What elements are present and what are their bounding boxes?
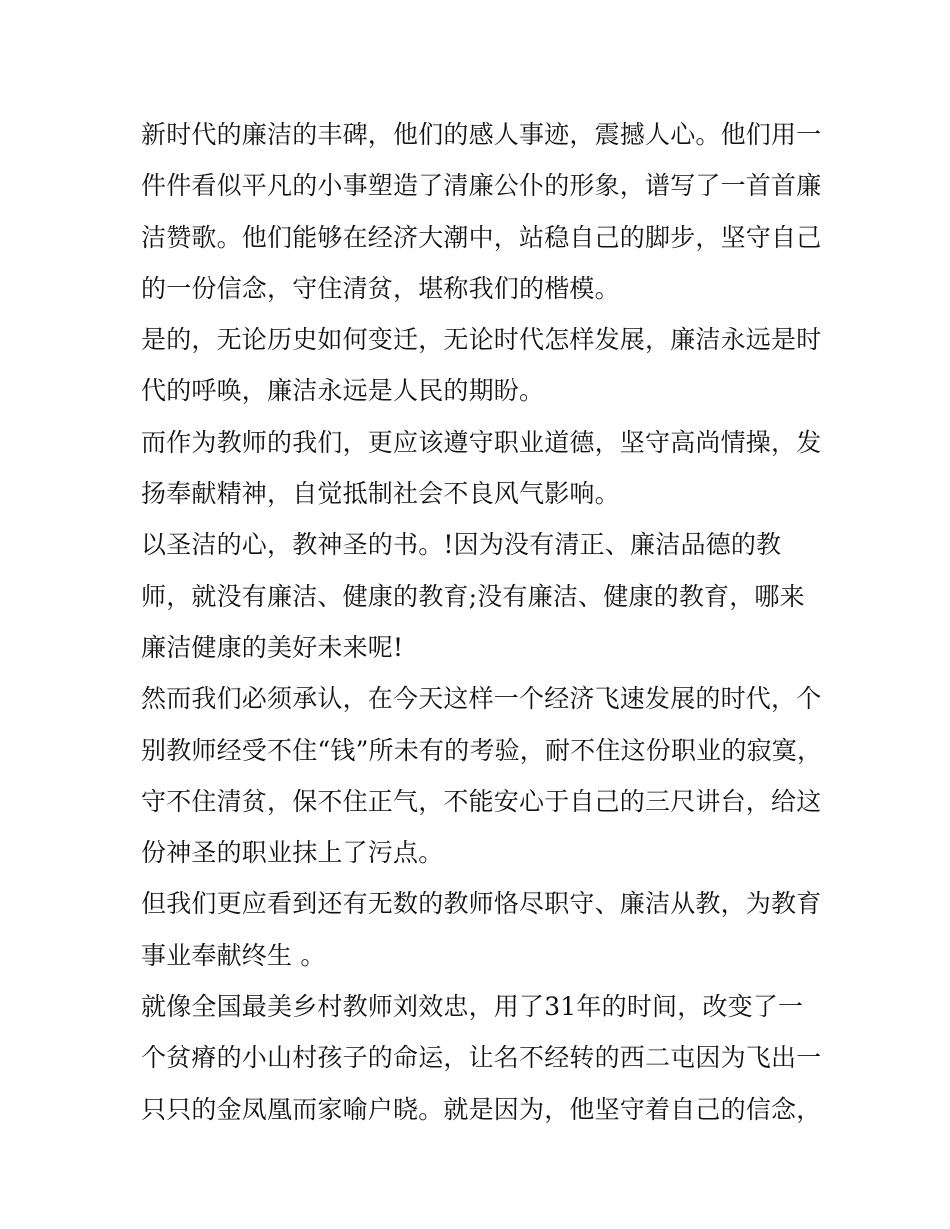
text-line: 份神圣的职业抹上了污点。	[141, 838, 444, 868]
text-line: 而作为教师的我们，更应该遵守职业道德，坚守高尚情操，发	[141, 427, 822, 457]
text-line: 廉洁健康的美好未来呢!	[141, 632, 404, 662]
text-line: 代的呼唤，廉洁永远是人民的期盼。	[141, 376, 545, 406]
text-line: 然而我们必须承认，在今天这样一个经济飞速发展的时代，个	[141, 684, 822, 714]
text-line: 但我们更应看到还有无数的教师恪尽职守、廉洁从教，为教育	[141, 889, 822, 919]
text-line: 就像全国最美乡村教师刘效忠，用了31年的时间，改变了一	[141, 992, 804, 1022]
text-line: 扬奉献精神，自觉抵制社会不良风气影响。	[141, 479, 620, 509]
text-line: 别教师经受不住“钱”所未有的考验，耐不住这份职业的寂寞，	[141, 735, 823, 765]
text-line: 新时代的廉洁的丰碑，他们的感人事迹，震撼人心。他们用一	[141, 120, 822, 149]
text-line: 师，就没有廉洁、健康的教育;没有廉洁、健康的教育，哪来	[141, 581, 805, 611]
text-line: 守不住清贫，保不住正气，不能安心于自己的三尺讲台，给这	[141, 786, 822, 816]
text-line: 的一份信念，守住清贫，堪称我们的楷模。	[141, 273, 620, 303]
text-line: 个贫瘠的小山村孩子的命运，让名不经转的西二屯因为飞出一	[141, 1043, 822, 1073]
body-text	[141, 109, 821, 1135]
text-line: 事业奉献终生 。	[141, 940, 326, 970]
text-line: 洁赞歌。他们能够在经济大潮中，站稳自己的脚步，坚守自己	[141, 222, 822, 252]
text-line: 以圣洁的心，教神圣的书。!因为没有清正、廉洁品德的教	[141, 530, 782, 560]
text-line: 只只的金凤凰而家喻户晓。就是因为，他坚守着自己的信念，	[141, 1094, 822, 1124]
text-line: 是的，无论历史如何变迁，无论时代怎样发展，廉洁永远是时	[141, 325, 822, 355]
text-line: 件件看似平凡的小事塑造了清廉公仆的形象，谱写了一首首廉	[141, 171, 822, 201]
